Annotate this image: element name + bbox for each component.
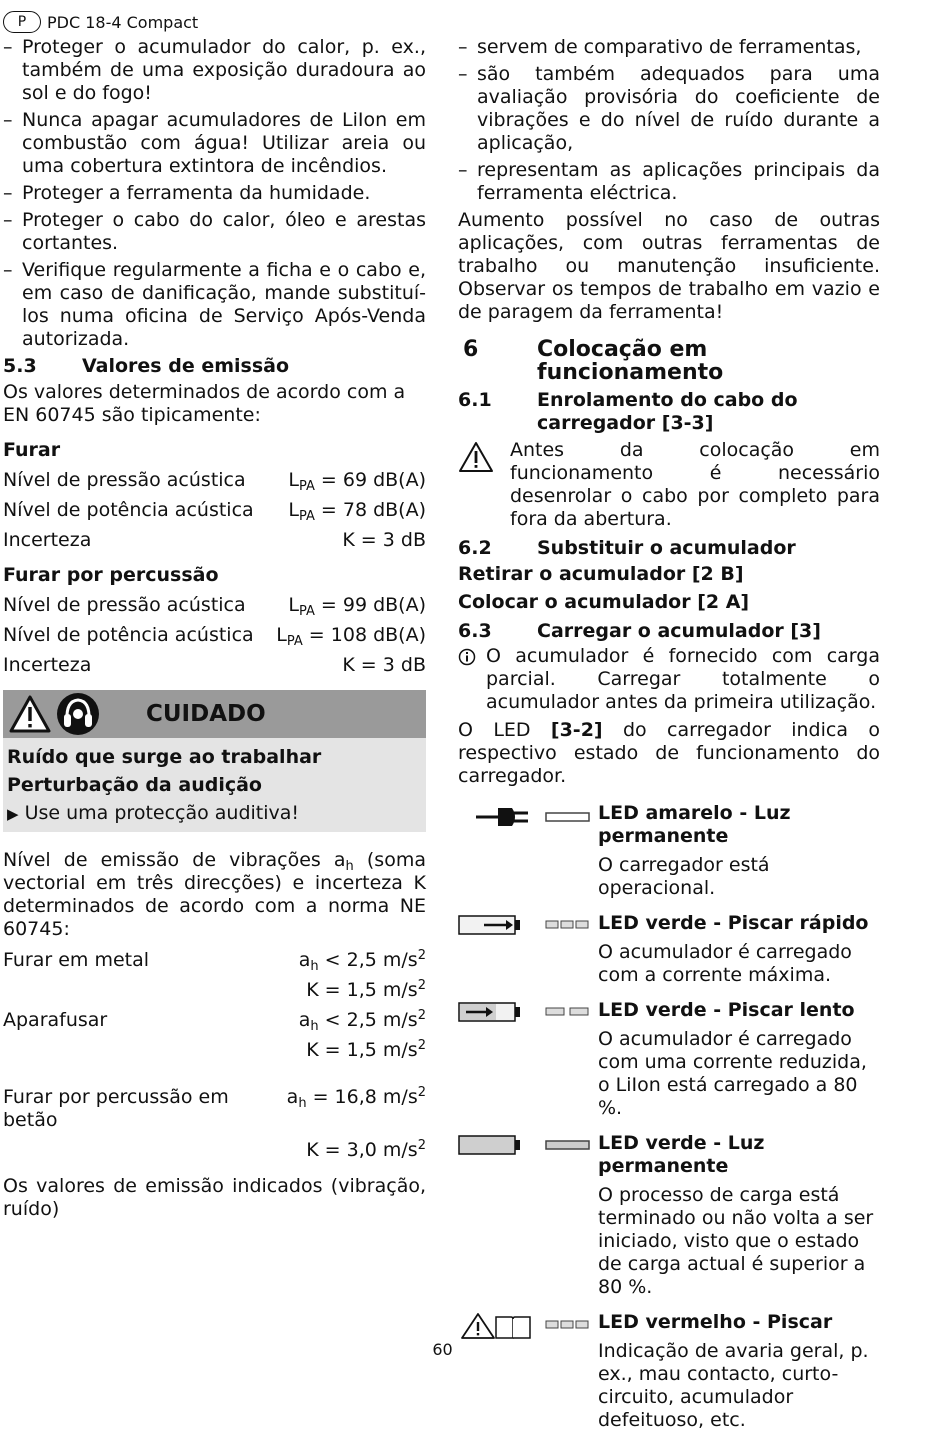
drill-heading: Furar [3,439,61,461]
page-header [3,10,198,34]
caution-box [3,690,426,832]
plug-icon [458,802,598,900]
led-entry [458,999,880,1120]
led-entry [458,1132,880,1299]
warning-note: Antes da colocação em funcionamento é necessário desenrolar o cabo por completo para fora da abertura. [458,439,880,531]
list-item: – servem de comparativo de ferramentas, [458,36,862,58]
table-row: Nível de pressão acústica $L_{PA} = 69$ dB(A) [3,469,426,494]
impact-heading: Furar por percussão [3,564,219,586]
led-description: O processo de carga está terminado ou não volta a ser iniciado, visto que o estado de carga actual é superior a 80 %. [598,1184,874,1298]
vibration-table [3,949,426,1162]
emission-intro: Os valores determinados de acordo com a EN 60745 são tipicamente: [3,381,406,426]
battery-full-icon [458,1132,598,1299]
table-row: Aparafusar $a_h < 2,5$ $m/s^2$ [3,1008,426,1034]
caution-header [3,690,426,738]
arrow-right-icon: ▶ [7,805,19,823]
list-item: – representam as aplicações principais da ferramenta eléctrica. [458,159,880,204]
table-row: K = 3,0 $m/s^2$ [306,1138,426,1161]
table-row: Incerteza K = 3 dB [3,654,426,676]
ear-protection-icon [55,692,101,742]
emission-outro: Os valores de emissão indicados (vibração, ruído) [3,1175,426,1220]
led-intro: O LED [3-2] do carregador indica o respectivo estado de funcionamento do carregador. [458,719,880,787]
section-heading: 5.3 Valores de emissão [3,355,290,377]
led-title: LED verde - Piscar rápido [598,912,869,934]
list-item: – Proteger o cabo do calor, óleo e arestas cortantes. [3,209,426,254]
caution-title: CUIDADO [146,700,266,727]
led-entry [458,1311,880,1432]
table-row: Nível de potência acústica $L_{PA} = 108$ dB(A) [3,624,426,649]
list-item: – são também adequados para uma avaliação provisória do coeficiente de vibrações e do nível de ruído durante a aplicação, [458,63,880,154]
right-column [458,36,880,1432]
section-heading: 6.3 Carregar o acumulador [3] [458,620,821,642]
page-number: 60 [432,1340,453,1359]
caution-action: ▶ Use uma protecção auditiva! [7,802,300,824]
caution-body [3,738,426,832]
section-heading: 6.1 Enrolamento do cabo do carregador [3-3] [458,389,798,434]
list-item: – Nunca apagar acumuladores de LiIon em combustão com água! Utilizar areia ou uma cobertura extintora de incêndios. [3,109,426,177]
warning-triangle-icon [9,694,51,740]
table-row: Incerteza K = 3 dB [3,529,426,551]
left-column [3,36,426,1221]
table-row: Nível de potência acústica $L_{PA} = 78$ dB(A) [3,499,426,524]
table-row: K = 1,5 $m/s^2$ [306,1038,426,1061]
language-badge: P [3,11,41,33]
paragraph: Aumento possível no caso de outras aplicações, com outras ferramentas de trabalho ou manutenção insuficiente. Observar os tempos de trabalho em vazio e de paragem da ferramenta! [458,209,880,323]
list-item: – Proteger a ferramenta da humidade. [3,182,371,204]
list-item: – Verifique regularmente a ficha e o cabo e, em caso de danificação, mande substituí-los numa oficina de Serviço Após-Venda autorizada. [3,259,426,350]
subheading-remove: Retirar o acumulador [2 B] [458,563,744,585]
table-row: Nível de pressão acústica $L_{PA} = 99$ dB(A) [3,594,426,619]
info-note: O acumulador é fornecido com carga parcial. Carregar totalmente o acumulador antes da primeira utilização. [458,645,880,714]
caution-hazard: Ruído que surge ao trabalhar [7,746,322,768]
led-description: Indicação de avaria geral, p. ex., mau contacto, curto-circuito, acumulador defeituoso, etc. [598,1340,869,1431]
subheading-insert: Colocar o acumulador [2 A] [458,591,750,613]
led-entry [458,912,880,987]
led-title: LED vermelho - Piscar [598,1311,833,1333]
led-title: LED amarelo - Luz permanente [598,802,791,847]
table-row: Furar em metal $a_h < 2,5$ $m/s^2$ [3,948,426,974]
info-icon [458,645,486,714]
led-description: O carregador está operacional. [598,854,770,899]
section-heading: 6.2 Substituir o acumulador [458,537,796,559]
vibration-intro: Nível de emissão de vibrações $a_h$ (soma vectorial em três direcções) e incerteza K determinados de acordo com a norma NE 60745: [3,849,426,940]
table-row: K = 1,5 $m/s^2$ [306,978,426,1001]
led-description: O acumulador é carregado com uma corrente reduzida, o LiIon está carregado a 80 %. [598,1028,867,1119]
battery-charging-slow-icon [458,999,598,1120]
led-title: LED verde - Luz permanente [598,1132,765,1177]
led-description: O acumulador é carregado com a corrente máxima. [598,941,852,986]
caution-consequence: Perturbação da audição [7,774,262,796]
list-item: – Proteger o acumulador do calor, p. ex., também de uma exposição duradoura ao sol e do fogo! [3,36,426,104]
document-title: PDC 18-4 Compact [47,12,199,32]
led-title: LED verde - Piscar lento [598,999,855,1021]
battery-charging-fast-icon [458,912,598,987]
warning-manual-icon [458,1311,598,1432]
led-entry [458,802,880,900]
section-heading: 6 Colocação em funcionamento [463,337,724,385]
table-row: Furar por percussão em betão $a_h = 16,8$ $m/s^2$ [3,1085,426,1131]
warning-triangle-icon [458,439,510,531]
